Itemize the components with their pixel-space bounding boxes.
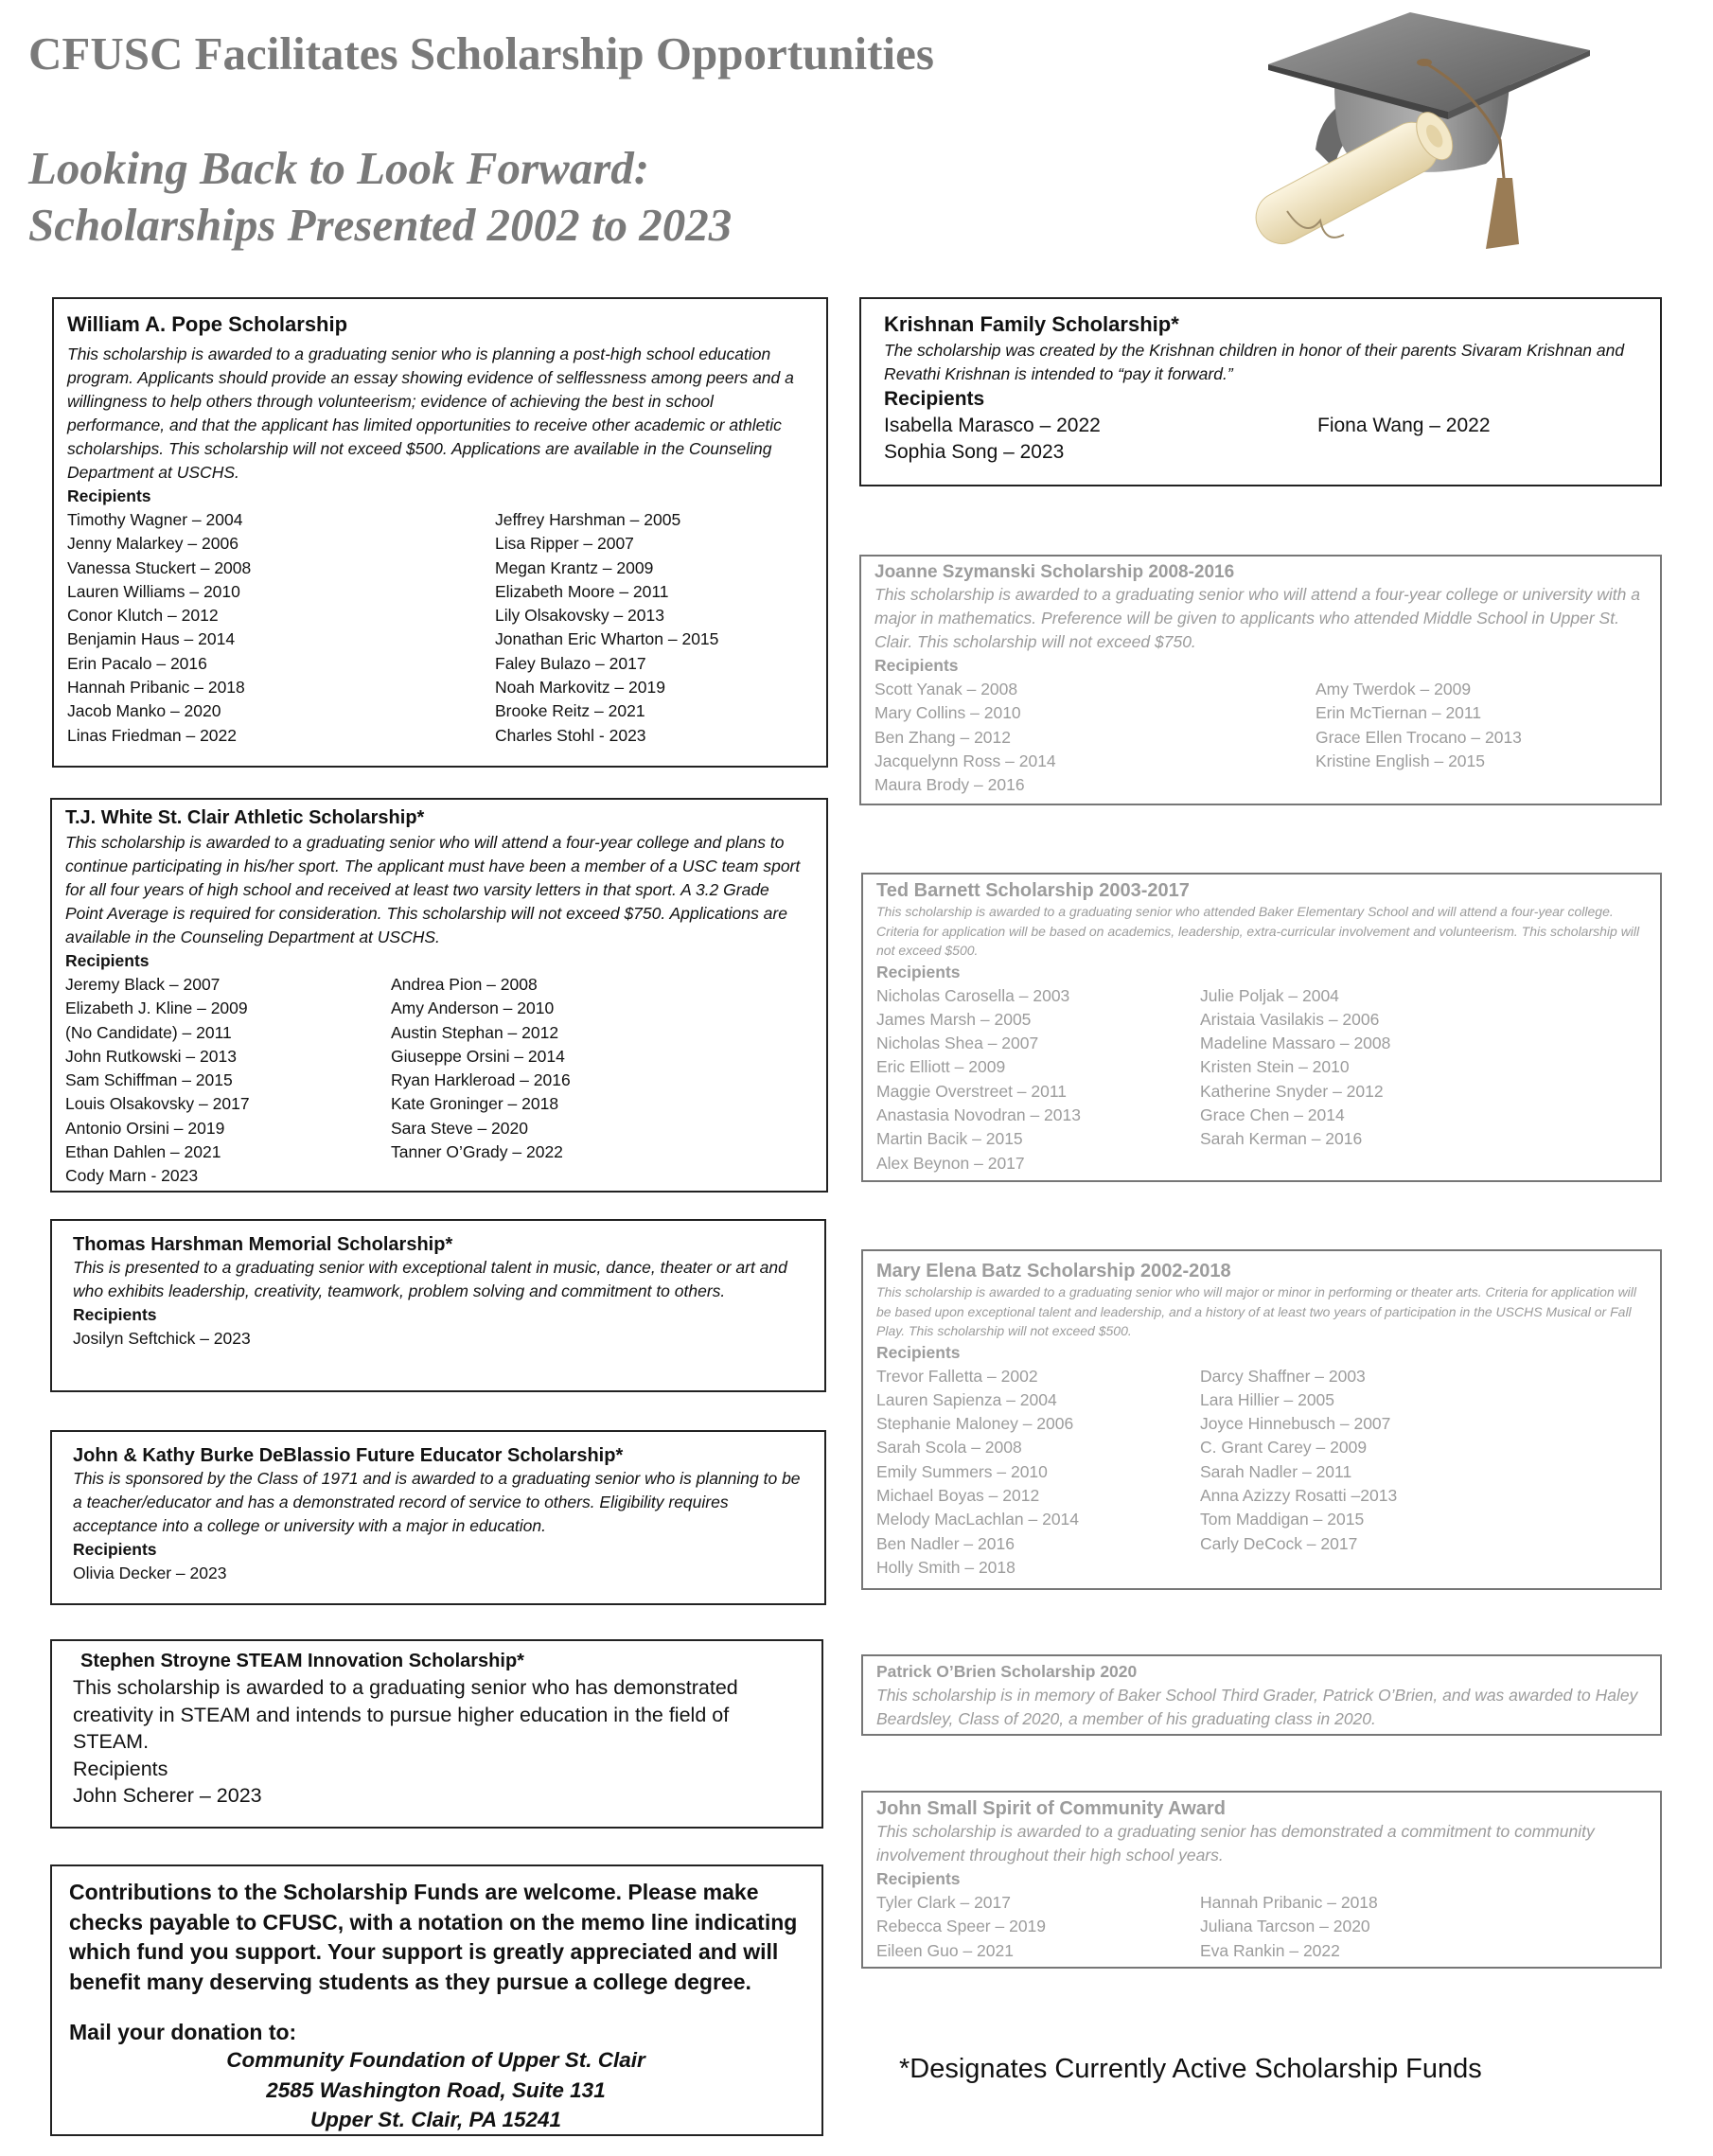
recipient: Ben Zhang – 2012	[874, 727, 1012, 747]
recipient: Austin Stephan – 2012	[391, 1022, 559, 1042]
graduation-cap-diploma-icon	[1230, 8, 1628, 263]
recipient: Conor Klutch – 2012	[67, 606, 219, 626]
recipient: Erin McTiernan – 2011	[1316, 703, 1482, 723]
recipient: Vanessa Stuckert – 2008	[67, 557, 252, 577]
recipient: Giuseppe Orsini – 2014	[391, 1046, 565, 1066]
krishnan-description: The scholarship was created by the Krishnan children in honor of their parents Sivaram Krishnan and Revathi Krishnan is intended to “pay it forward.”	[884, 341, 1625, 383]
pope-recipients-list	[67, 508, 811, 748]
szymanski-title: Joanne Szymanski Scholarship 2008-2016	[874, 562, 1235, 582]
recipient: Lisa Ripper – 2007	[495, 534, 634, 554]
recipient: Grace Ellen Trocano – 2013	[1316, 727, 1522, 747]
recipient: Jacob Manko – 2020	[67, 701, 221, 721]
recipient: Carly DeCock – 2017	[1200, 1533, 1358, 1553]
recipient: John Scherer – 2023	[73, 1784, 262, 1807]
recipient: Stephanie Maloney – 2006	[876, 1414, 1074, 1434]
recipient: Emily Summers – 2010	[876, 1461, 1048, 1481]
recipient: Sarah Scola – 2008	[876, 1438, 1022, 1458]
recipient: Jenny Malarkey – 2006	[67, 534, 238, 554]
batz-recipients-label: Recipients	[876, 1342, 961, 1362]
recipient: Sophia Song – 2023	[884, 440, 1065, 463]
recipient: John Rutkowski – 2013	[65, 1046, 237, 1066]
recipient: Madeline Massaro – 2008	[1200, 1034, 1391, 1053]
barnett-scholarship-box	[861, 873, 1662, 1182]
footnote: *Designates Currently Active Scholarship Funds	[899, 2054, 1482, 2084]
pope-recipients-label: Recipients	[67, 486, 151, 505]
recipient: Olivia Decker – 2023	[73, 1564, 227, 1582]
recipient: Josilyn Seftchick – 2023	[73, 1329, 251, 1348]
recipient: Nicholas Carosella – 2003	[876, 985, 1070, 1005]
recipient: Amy Twerdok – 2009	[1316, 680, 1472, 698]
recipient: Juliana Tarcson – 2020	[1200, 1917, 1370, 1936]
recipient: Sarah Nadler – 2011	[1200, 1461, 1352, 1481]
stroyne-title: Stephen Stroyne STEAM Innovation Scholarship*	[80, 1651, 524, 1671]
recipient: Megan Krantz – 2009	[495, 557, 654, 577]
recipient: Hannah Pribanic – 2018	[67, 678, 245, 698]
recipient: Amy Anderson – 2010	[391, 998, 555, 1018]
recipient: Scott Yanak – 2008	[874, 680, 1018, 698]
recipient: Anna Azizzy Rosatti –2013	[1200, 1485, 1398, 1505]
recipient: Jeremy Black – 2007	[65, 975, 221, 994]
batz-scholarship-box	[861, 1249, 1662, 1590]
harshman-title: Thomas Harshman Memorial Scholarship*	[73, 1234, 453, 1255]
obrien-scholarship-box	[861, 1654, 1662, 1736]
recipient: Ben Nadler – 2016	[876, 1533, 1015, 1553]
small-recipients-list	[876, 1891, 1645, 1963]
pope-description: This scholarship is awarded to a graduating senior who is planning a post-high school education program. Applicants should provide an essay showing evidence of selflessness among peers and a willingness to help others through volunteerism; evidence of achieving the best in school performance, and that the applicant has limited opportunities to receive other academic or athletic scholarships. This scholarship will not exceed $500. Applications are available in the Counseling Department at USCHS.	[67, 345, 794, 482]
recipient: Holly Smith – 2018	[876, 1557, 1015, 1577]
recipient: Anastasia Novodran – 2013	[876, 1105, 1081, 1124]
recipient: Eva Rankin – 2022	[1200, 1940, 1340, 1960]
recipient: Grace Chen – 2014	[1200, 1105, 1345, 1124]
tjwhite-recipients-list	[65, 973, 811, 1189]
recipient: Lauren Sapienza – 2004	[876, 1389, 1057, 1409]
recipient: Timothy Wagner – 2004	[67, 510, 243, 529]
recipient: Eileen Guo – 2021	[876, 1940, 1014, 1960]
pope-scholarship-box	[52, 297, 828, 768]
recipient: Cody Marn - 2023	[65, 1166, 199, 1186]
stroyne-recipients-list	[73, 1782, 806, 1810]
recipient: Lauren Williams – 2010	[67, 581, 240, 601]
recipient: Hannah Pribanic – 2018	[1200, 1893, 1378, 1912]
page-title: CFUSC Facilitates Scholarship Opportunities	[28, 27, 934, 80]
krishnan-title: Krishnan Family Scholarship*	[884, 312, 1179, 336]
szymanski-scholarship-box	[859, 555, 1662, 805]
tjwhite-recipients-label: Recipients	[65, 951, 150, 970]
barnett-recipients-list	[876, 984, 1645, 1175]
recipient: Maura Brody – 2016	[874, 775, 1025, 795]
szymanski-description: This scholarship is awarded to a graduating senior who will attend a four-year college or university with a major in mathematics. Preference will be given to applicants who attended Middle School in Upper St. Clair. This scholarship will not exceed $750.	[874, 585, 1640, 651]
recipient: Charles Stohl - 2023	[495, 725, 646, 745]
szymanski-recipients-label: Recipients	[874, 656, 959, 675]
recipient: Tanner O’Grady – 2022	[391, 1142, 563, 1162]
recipient: Linas Friedman – 2022	[67, 725, 237, 745]
recipient: Aristaia Vasilakis – 2006	[1200, 1009, 1380, 1029]
burke-recipients-label: Recipients	[73, 1540, 157, 1559]
obrien-title: Patrick O’Brien Scholarship 2020	[876, 1662, 1138, 1681]
burke-description: This is sponsored by the Class of 1971 and is awarded to a graduating senior who is planning to be a teacher/educator and has a demonstrated record of service to others. Eligibility requires acceptance into a college or university with a major in education.	[73, 1469, 801, 1535]
szymanski-recipients-list	[874, 678, 1645, 797]
recipient: Joyce Hinnebusch – 2007	[1200, 1414, 1391, 1434]
recipient: Martin Bacik – 2015	[876, 1129, 1023, 1149]
recipient: (No Candidate) – 2011	[65, 1022, 232, 1042]
stroyne-description: This scholarship is awarded to a graduating senior who has demonstrated creativity in STEAM and intends to pursue higher education in the field of STEAM.	[73, 1676, 738, 1753]
recipient: Tom Maddigan – 2015	[1200, 1510, 1365, 1529]
recipient: Melody MacLachlan – 2014	[876, 1510, 1080, 1529]
recipient: Faley Bulazo – 2017	[495, 653, 646, 673]
recipient: Tyler Clark – 2017	[876, 1893, 1012, 1912]
recipient: Elizabeth Moore – 2011	[495, 581, 669, 601]
recipient: Noah Markovitz – 2019	[495, 678, 665, 698]
harshman-recipients-list	[73, 1327, 809, 1351]
contribution-box	[50, 1864, 823, 2136]
recipient: Kristine English – 2015	[1316, 751, 1485, 770]
recipient: Sara Steve – 2020	[391, 1118, 528, 1138]
recipient: Benjamin Haus – 2014	[67, 629, 236, 649]
recipient: Ryan Harkleroad – 2016	[391, 1070, 571, 1090]
recipient: Jacquelynn Ross – 2014	[874, 751, 1056, 770]
recipient: Fiona Wang – 2022	[1317, 415, 1491, 436]
harshman-scholarship-box	[50, 1219, 826, 1392]
harshman-description: This is presented to a graduating senior with exceptional talent in music, dance, theater or art and who exhibits leadership, creativity, teamwork, problem solving and commitment to others.	[73, 1258, 787, 1300]
contribution-text: Contributions to the Scholarship Funds are welcome. Please make checks payable to CFUSC, with a notation on the memo line indicating which fund you support. Your support is greatly appreciated and will benefit many deserving students as they pursue a college degree.	[69, 1880, 798, 1994]
recipient: Sarah Kerman – 2016	[1200, 1129, 1363, 1149]
recipient: Nicholas Shea – 2007	[876, 1034, 1039, 1053]
krishnan-recipients-label: Recipients	[884, 388, 985, 410]
address-line2: 2585 Washington Road, Suite 131	[266, 2077, 606, 2102]
krishnan-scholarship-box	[859, 297, 1662, 486]
recipient: Erin Pacalo – 2016	[67, 653, 207, 673]
recipient: Michael Boyas – 2012	[876, 1485, 1040, 1505]
small-award-box	[861, 1791, 1662, 1969]
recipient: Trevor Falletta – 2002	[876, 1366, 1038, 1386]
recipient: Kate Groninger – 2018	[391, 1094, 559, 1114]
recipient: Sam Schiffman – 2015	[65, 1070, 233, 1090]
recipient: Ethan Dahlen – 2021	[65, 1142, 221, 1162]
tjwhite-scholarship-box	[50, 798, 828, 1193]
obrien-description: This scholarship is in memory of Baker School Third Grader, Patrick O’Brien, and was awarded to Haley Beardsley, Class of 2020, a member of his graduating class in 2020.	[876, 1686, 1638, 1728]
recipient: James Marsh – 2005	[876, 1009, 1032, 1029]
small-description: This scholarship is awarded to a graduating senior has demonstrated a commitment to community involvement throughout their high school years.	[876, 1822, 1595, 1864]
batz-recipients-list	[876, 1365, 1645, 1581]
batz-title: Mary Elena Batz Scholarship 2002-2018	[876, 1261, 1231, 1281]
tjwhite-title: T.J. White St. Clair Athletic Scholarship*	[65, 807, 425, 828]
recipient: Alex Beynon – 2017	[876, 1153, 1025, 1173]
page-subtitle-line2: Scholarships Presented 2002 to 2023	[28, 199, 733, 251]
burke-scholarship-box	[50, 1430, 826, 1605]
small-title: John Small Spirit of Community Award	[876, 1798, 1226, 1819]
recipient: C. Grant Carey – 2009	[1200, 1438, 1368, 1458]
recipient: Eric Elliott – 2009	[876, 1057, 1006, 1077]
recipient: Brooke Reitz – 2021	[495, 701, 645, 721]
recipient: Katherine Snyder – 2012	[1200, 1081, 1384, 1101]
pope-title: William A. Pope Scholarship	[67, 312, 348, 336]
barnett-recipients-label: Recipients	[876, 962, 961, 981]
page-subtitle-line1: Looking Back to Look Forward:	[28, 142, 650, 194]
recipient: Darcy Shaffner – 2003	[1200, 1366, 1366, 1386]
recipient: Julie Poljak – 2004	[1200, 985, 1339, 1005]
recipient: Louis Olsakovsky – 2017	[65, 1094, 250, 1114]
address-line3: Upper St. Clair, PA 15241	[309, 2108, 562, 2131]
recipient: Isabella Marasco – 2022	[884, 415, 1101, 436]
mail-title: Mail your donation to:	[69, 2020, 297, 2044]
recipient: Elizabeth J. Kline – 2009	[65, 998, 248, 1018]
stroyne-scholarship-box	[50, 1639, 823, 1829]
tjwhite-description: This scholarship is awarded to a graduating senior who will attend a four-year college and plans to continue participating in his/her sport. The applicant must have been a member of a USC team sport for all four years of high school and received at least two varsity letters in that sport. A 3.2 Grade Point Average is required for consideration. This scholarship will not exceed $750. Applications are available in the Counseling Department at USCHS.	[65, 833, 801, 946]
recipient: Lily Olsakovsky – 2013	[495, 606, 664, 626]
recipient: Andrea Pion – 2008	[391, 975, 538, 994]
burke-recipients-list	[73, 1562, 809, 1585]
recipient: Maggie Overstreet – 2011	[876, 1081, 1068, 1101]
recipient: Jeffrey Harshman – 2005	[495, 510, 681, 529]
recipient: Lara Hillier – 2005	[1200, 1389, 1335, 1409]
barnett-title: Ted Barnett Scholarship 2003-2017	[876, 880, 1190, 901]
burke-title: John & Kathy Burke DeBlassio Future Educator Scholarship*	[73, 1445, 624, 1466]
recipient: Antonio Orsini – 2019	[65, 1118, 225, 1138]
recipient: Mary Collins – 2010	[874, 703, 1021, 723]
small-recipients-label: Recipients	[876, 1869, 961, 1888]
recipient: Jonathan Eric Wharton – 2015	[495, 629, 719, 649]
recipient: Kristen Stein – 2010	[1200, 1057, 1350, 1077]
recipient: Rebecca Speer – 2019	[876, 1917, 1047, 1936]
address-line1: Community Foundation of Upper St. Clair	[226, 2048, 645, 2072]
krishnan-recipients-list	[884, 413, 1645, 465]
barnett-description: This scholarship is awarded to a graduating senior who attended Baker Elementary School and will attend a four-year college. Criteria for application will be based on academics, leadership, extra-curricular involvement and volunteerism. This scholarship will not exceed $500.	[876, 904, 1640, 958]
stroyne-recipients-label: Recipients	[73, 1757, 168, 1780]
batz-description: This scholarship is awarded to a graduating senior who will major or minor in performing or theater arts. Criteria for application will be based upon exceptional talent and leadership, and a history of at least two years of participation in the USCHS Musical or Fall Play. This scholarship will not exceed $500.	[876, 1284, 1637, 1338]
harshman-recipients-label: Recipients	[73, 1305, 157, 1324]
